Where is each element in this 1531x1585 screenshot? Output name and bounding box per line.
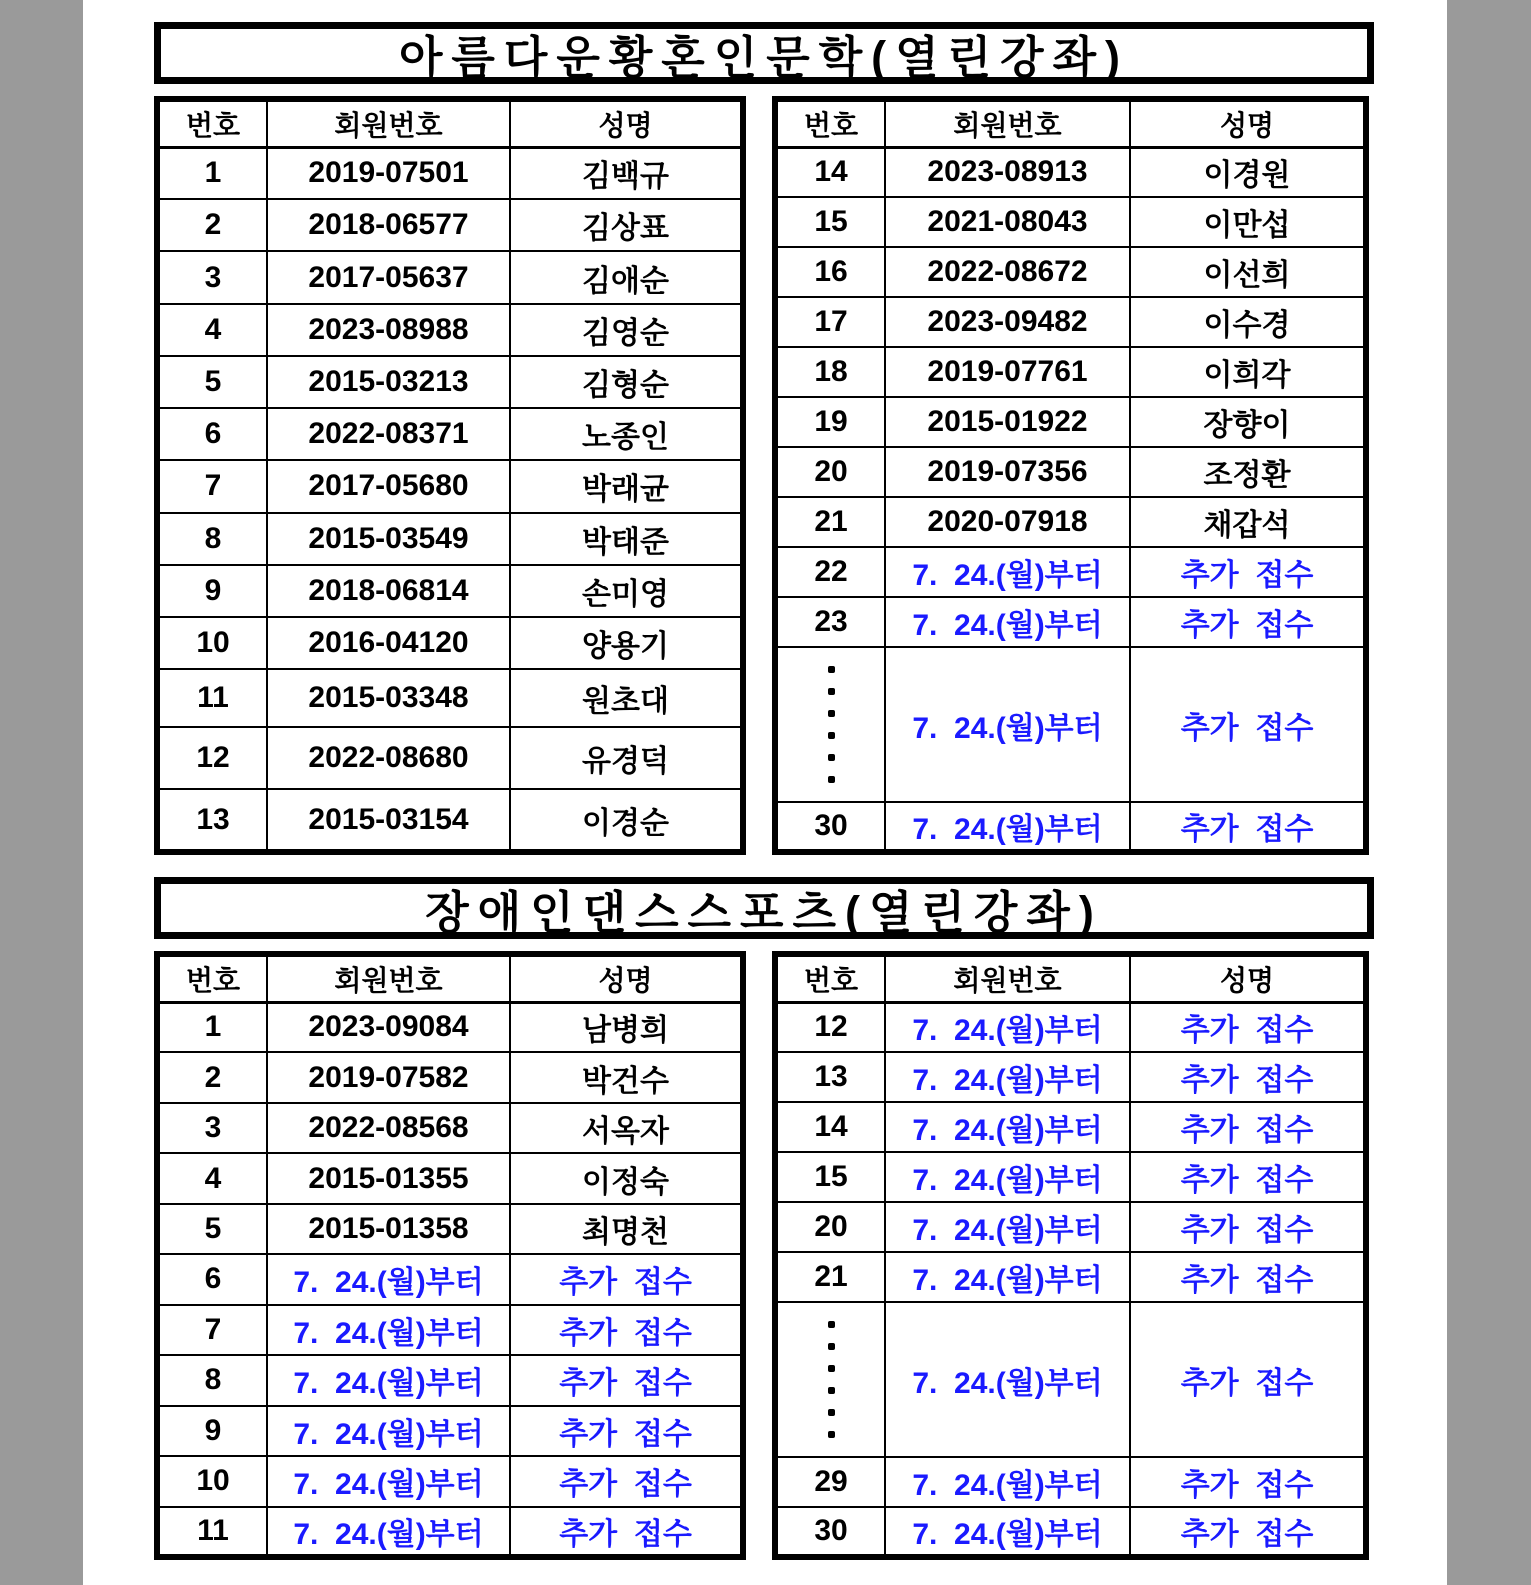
column-header: 회원번호 xyxy=(885,954,1130,1002)
cell-number: 3 xyxy=(157,251,267,303)
cell-number: 9 xyxy=(157,1406,267,1456)
roster-table-right xyxy=(772,951,1369,1560)
cell-member-number: 7. 24.(월)부터 xyxy=(267,1406,510,1456)
cell-number: 8 xyxy=(157,513,267,565)
cell-name: 추가 접수 xyxy=(510,1456,743,1506)
cell-member-number: 2019-07356 xyxy=(885,447,1130,497)
column-header: 성명 xyxy=(510,954,743,1002)
table-row xyxy=(157,1305,743,1355)
table-row xyxy=(775,547,1366,597)
cell-number: 30 xyxy=(775,802,885,852)
cell-name: 장향이 xyxy=(1130,397,1366,447)
cell-name: 추가 접수 xyxy=(510,1254,743,1304)
cell-name: 손미영 xyxy=(510,565,743,617)
cell-member-number: 2018-06577 xyxy=(267,199,510,251)
course-title: 아름다운황혼인문학(열린강좌) xyxy=(398,31,1130,83)
cell-name: 유경덕 xyxy=(510,727,743,790)
cell-number: 12 xyxy=(775,1002,885,1052)
table-row xyxy=(157,1103,743,1153)
roster-table-left xyxy=(154,96,746,855)
cell-name: 채갑석 xyxy=(1130,497,1366,547)
table-row xyxy=(157,727,743,790)
cell-member-number: 2019-07761 xyxy=(885,347,1130,397)
table-row xyxy=(157,460,743,512)
cell-name: 이정숙 xyxy=(510,1153,743,1203)
cell-member-number: 7. 24.(월)부터 xyxy=(885,1152,1130,1202)
cell-member-number: 7. 24.(월)부터 xyxy=(885,647,1130,802)
header-row xyxy=(775,954,1366,1002)
cell-name: 김영순 xyxy=(510,304,743,356)
table-row xyxy=(157,617,743,669)
cell-member-number: 7. 24.(월)부터 xyxy=(267,1305,510,1355)
cell-number: 22 xyxy=(775,547,885,597)
table-row xyxy=(157,1406,743,1456)
cell-number: 1 xyxy=(157,147,267,199)
cell-name: 김백규 xyxy=(510,147,743,199)
cell-name: 박태준 xyxy=(510,513,743,565)
cell-name: 추가 접수 xyxy=(510,1406,743,1456)
cell-member-number: 2015-03348 xyxy=(267,669,510,726)
table-row xyxy=(775,802,1366,852)
column-header: 성명 xyxy=(1130,99,1366,147)
roster-tables xyxy=(154,96,1447,855)
table-row xyxy=(775,147,1366,197)
cell-member-number: 2022-08680 xyxy=(267,727,510,790)
cell-name: 추가 접수 xyxy=(1130,1052,1366,1102)
cell-number: 16 xyxy=(775,247,885,297)
cell-member-number: 2023-09482 xyxy=(885,297,1130,347)
cell-member-number: 7. 24.(월)부터 xyxy=(885,597,1130,647)
cell-name: 추가 접수 xyxy=(510,1355,743,1405)
cell-name: 이수경 xyxy=(1130,297,1366,347)
dot xyxy=(828,1387,835,1394)
cell-number: 14 xyxy=(775,147,885,197)
cell-member-number: 2015-01355 xyxy=(267,1153,510,1203)
cell-member-number: 2019-07582 xyxy=(267,1052,510,1102)
cell-number: 8 xyxy=(157,1355,267,1405)
column-header: 번호 xyxy=(775,954,885,1002)
cell-number: 15 xyxy=(775,1152,885,1202)
cell-name: 추가 접수 xyxy=(510,1305,743,1355)
table-row xyxy=(775,1252,1366,1302)
cell-name: 김형순 xyxy=(510,356,743,408)
table-row xyxy=(157,1153,743,1203)
table-row xyxy=(157,1355,743,1405)
cell-name: 이경원 xyxy=(1130,147,1366,197)
cell-member-number: 2017-05680 xyxy=(267,460,510,512)
cell-member-number: 7. 24.(월)부터 xyxy=(267,1254,510,1304)
cell-number: 4 xyxy=(157,1153,267,1203)
cell-member-number: 2023-08913 xyxy=(885,147,1130,197)
table-row xyxy=(157,199,743,251)
dot xyxy=(828,776,835,783)
cell-member-number: 2023-09084 xyxy=(267,1002,510,1052)
course-title-box xyxy=(154,877,1374,939)
cell-member-number: 2019-07501 xyxy=(267,147,510,199)
table-row xyxy=(157,1002,743,1052)
table-row xyxy=(157,1052,743,1102)
cell-number: 13 xyxy=(775,1052,885,1102)
course-title: 장애인댄스스포츠(열린강좌) xyxy=(425,886,1103,938)
cell-number: 10 xyxy=(157,617,267,669)
table-row xyxy=(775,1202,1366,1252)
table-row xyxy=(157,789,743,852)
cell-name: 박래균 xyxy=(510,460,743,512)
cell-name: 최명천 xyxy=(510,1204,743,1254)
cell-number: 12 xyxy=(157,727,267,790)
table-row xyxy=(157,1507,743,1557)
cell-name: 추가 접수 xyxy=(1130,647,1366,802)
column-header: 성명 xyxy=(1130,954,1366,1002)
cell-name: 추가 접수 xyxy=(1130,547,1366,597)
table-row xyxy=(775,397,1366,447)
course-section-dancesport xyxy=(154,877,1447,1560)
table-row xyxy=(157,669,743,726)
cell-name: 추가 접수 xyxy=(1130,1507,1366,1557)
cell-name: 이만섭 xyxy=(1130,197,1366,247)
cell-member-number: 7. 24.(월)부터 xyxy=(885,1507,1130,1557)
column-header: 번호 xyxy=(157,954,267,1002)
cell-name: 서옥자 xyxy=(510,1103,743,1153)
table-row xyxy=(775,1302,1366,1457)
cell-number: 2 xyxy=(157,1052,267,1102)
column-header: 번호 xyxy=(157,99,267,147)
cell-name: 김상표 xyxy=(510,199,743,251)
cell-number: 10 xyxy=(157,1456,267,1506)
roster-tables xyxy=(154,951,1447,1560)
cell-name: 추가 접수 xyxy=(510,1507,743,1557)
cell-member-number: 2023-08988 xyxy=(267,304,510,356)
dot xyxy=(828,688,835,695)
cell-number: 7 xyxy=(157,1305,267,1355)
column-header: 회원번호 xyxy=(267,99,510,147)
cell-name: 조정환 xyxy=(1130,447,1366,497)
cell-member-number: 2015-01358 xyxy=(267,1204,510,1254)
cell-member-number: 7. 24.(월)부터 xyxy=(885,1052,1130,1102)
cell-name: 이경순 xyxy=(510,789,743,852)
cell-member-number: 7. 24.(월)부터 xyxy=(885,1302,1130,1457)
cell-member-number: 7. 24.(월)부터 xyxy=(885,802,1130,852)
cell-number: 23 xyxy=(775,597,885,647)
cell-name: 이희각 xyxy=(1130,347,1366,397)
cell-name: 추가 접수 xyxy=(1130,1102,1366,1152)
cell-member-number: 2015-01922 xyxy=(885,397,1130,447)
vertical-ellipsis-icon xyxy=(778,648,884,801)
cell-number: 2 xyxy=(157,199,267,251)
cell-number: 15 xyxy=(775,197,885,247)
cell-name: 원초대 xyxy=(510,669,743,726)
cell-number: 9 xyxy=(157,565,267,617)
table-row xyxy=(775,197,1366,247)
cell-number: 13 xyxy=(157,789,267,852)
table-row xyxy=(157,1254,743,1304)
cell-name: 추가 접수 xyxy=(1130,1252,1366,1302)
roster-table-left xyxy=(154,951,746,1560)
cell-name: 추가 접수 xyxy=(1130,1202,1366,1252)
cell-number: 6 xyxy=(157,408,267,460)
cell-member-number: 2022-08672 xyxy=(885,247,1130,297)
table-row xyxy=(157,356,743,408)
cell-number: 29 xyxy=(775,1457,885,1507)
cell-name: 추가 접수 xyxy=(1130,597,1366,647)
cell-member-number: 7. 24.(월)부터 xyxy=(885,1002,1130,1052)
dot xyxy=(828,732,835,739)
cell-number: 30 xyxy=(775,1507,885,1557)
table-row xyxy=(775,1052,1366,1102)
cell-number: 11 xyxy=(157,669,267,726)
cell-member-number: 2022-08371 xyxy=(267,408,510,460)
dot xyxy=(828,1365,835,1372)
cell-number: 20 xyxy=(775,1202,885,1252)
cell-name: 추가 접수 xyxy=(1130,1457,1366,1507)
table-row xyxy=(775,497,1366,547)
table-row xyxy=(775,447,1366,497)
table-row xyxy=(157,147,743,199)
cell-name: 노종인 xyxy=(510,408,743,460)
header-row xyxy=(775,99,1366,147)
cell-name: 추가 접수 xyxy=(1130,1302,1366,1457)
dot xyxy=(828,710,835,717)
column-header: 회원번호 xyxy=(267,954,510,1002)
cell-name: 추가 접수 xyxy=(1130,802,1366,852)
roster-table-right xyxy=(772,96,1369,855)
cell-member-number: 7. 24.(월)부터 xyxy=(885,1102,1130,1152)
cell-member-number: 2020-07918 xyxy=(885,497,1130,547)
cell-number: 5 xyxy=(157,1204,267,1254)
course-title-box xyxy=(154,22,1374,84)
table-row xyxy=(157,513,743,565)
dot xyxy=(828,666,835,673)
table-row xyxy=(775,1507,1366,1557)
cell-member-number: 2018-06814 xyxy=(267,565,510,617)
cell-number: 3 xyxy=(157,1103,267,1153)
cell-member-number: 2015-03154 xyxy=(267,789,510,852)
cell-number: 5 xyxy=(157,356,267,408)
cell-member-number: 7. 24.(월)부터 xyxy=(885,1252,1130,1302)
cell-name: 박건수 xyxy=(510,1052,743,1102)
document-page xyxy=(83,0,1447,1585)
cell-member-number: 7. 24.(월)부터 xyxy=(267,1507,510,1557)
cell-member-number: 2015-03213 xyxy=(267,356,510,408)
cell-member-number: 7. 24.(월)부터 xyxy=(267,1355,510,1405)
cell-name: 추가 접수 xyxy=(1130,1002,1366,1052)
vertical-ellipsis-icon xyxy=(778,1303,884,1456)
cell-number: 14 xyxy=(775,1102,885,1152)
cell-number: 20 xyxy=(775,447,885,497)
header-row xyxy=(157,954,743,1002)
column-header: 회원번호 xyxy=(885,99,1130,147)
cell-number: 18 xyxy=(775,347,885,397)
table-row xyxy=(775,597,1366,647)
table-row xyxy=(157,251,743,303)
table-row xyxy=(775,1457,1366,1507)
cell-name: 김애순 xyxy=(510,251,743,303)
cell-number: 19 xyxy=(775,397,885,447)
cell-member-number: 2022-08568 xyxy=(267,1103,510,1153)
cell-member-number: 7. 24.(월)부터 xyxy=(885,1457,1130,1507)
dot xyxy=(828,1321,835,1328)
dot xyxy=(828,1343,835,1350)
cell-member-number: 2015-03549 xyxy=(267,513,510,565)
cell-number: 21 xyxy=(775,1252,885,1302)
table-row xyxy=(157,1204,743,1254)
cell-name: 남병희 xyxy=(510,1002,743,1052)
dot xyxy=(828,1431,835,1438)
table-row xyxy=(157,304,743,356)
cell-name: 양용기 xyxy=(510,617,743,669)
cell-number xyxy=(775,1302,885,1457)
dot xyxy=(828,1409,835,1416)
column-header: 성명 xyxy=(510,99,743,147)
cell-member-number: 2021-08043 xyxy=(885,197,1130,247)
cell-number: 6 xyxy=(157,1254,267,1304)
table-row xyxy=(775,1102,1366,1152)
header-row xyxy=(157,99,743,147)
cell-number: 4 xyxy=(157,304,267,356)
cell-member-number: 7. 24.(월)부터 xyxy=(885,547,1130,597)
table-row xyxy=(775,1002,1366,1052)
cell-number: 21 xyxy=(775,497,885,547)
cell-number: 17 xyxy=(775,297,885,347)
cell-number xyxy=(775,647,885,802)
cell-member-number: 2016-04120 xyxy=(267,617,510,669)
table-row xyxy=(775,297,1366,347)
cell-member-number: 7. 24.(월)부터 xyxy=(885,1202,1130,1252)
table-row xyxy=(775,647,1366,802)
cell-member-number: 2017-05637 xyxy=(267,251,510,303)
table-row xyxy=(775,347,1366,397)
dot xyxy=(828,754,835,761)
table-row xyxy=(157,565,743,617)
course-section-humanities xyxy=(154,22,1447,855)
table-row xyxy=(157,408,743,460)
cell-name: 이선희 xyxy=(1130,247,1366,297)
table-row xyxy=(157,1456,743,1506)
cell-number: 1 xyxy=(157,1002,267,1052)
column-header: 번호 xyxy=(775,99,885,147)
cell-number: 11 xyxy=(157,1507,267,1557)
table-row xyxy=(775,247,1366,297)
cell-member-number: 7. 24.(월)부터 xyxy=(267,1456,510,1506)
cell-name: 추가 접수 xyxy=(1130,1152,1366,1202)
table-row xyxy=(775,1152,1366,1202)
cell-number: 7 xyxy=(157,460,267,512)
